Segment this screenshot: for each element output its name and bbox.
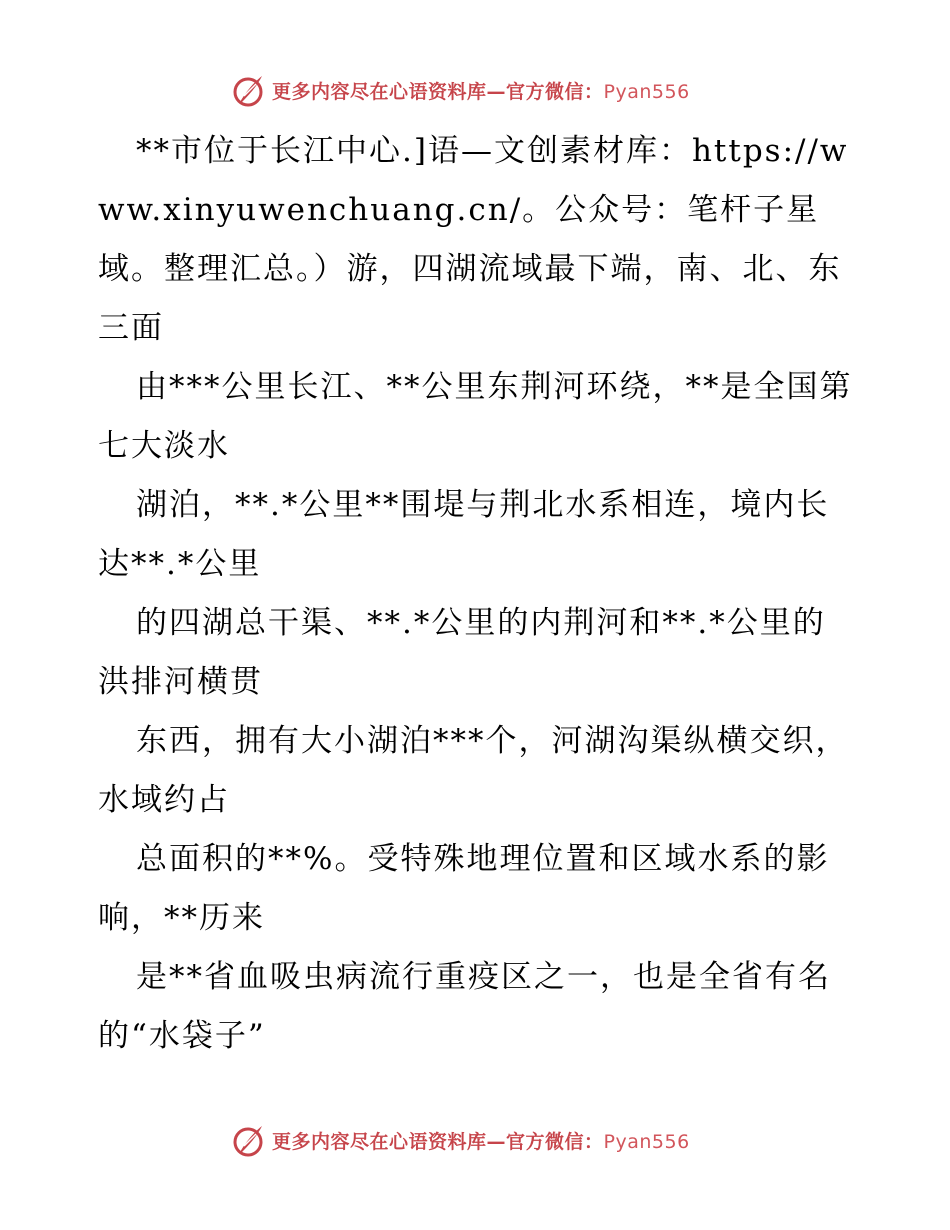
watermark-text: 更多内容尽在心语资料库—官方微信：Pyan556 (272, 1130, 690, 1153)
paragraph-7: 是**省血吸虫病流行重疫区之一，也是全省有名的“水袋子” (98, 959, 831, 1054)
paragraph-5: 东西，拥有大小湖泊***个，河湖沟渠纵横交织，水域约占 (98, 723, 849, 818)
paragraph-4: 的四湖总干渠、**.*公里的内荆河和**.*公里的洪排河横贯 (98, 605, 826, 700)
paragraph-2: 由***公里长江、**公里东荆河环绕，**是全国第七大淡水 (98, 369, 853, 464)
paragraph-1: **市位于长江中心.]语—文创素材库：https://www.xinyuwenchuang.cn/。公众号：笔杆子星域。整理汇总。）游，四湖流域最下端，南、北、东三面 (98, 133, 849, 346)
document-body (98, 122, 858, 1066)
wechat-id: Pyan556 (603, 1130, 690, 1153)
paragraph-3: 湖泊，**.*公里**围堤与荆北水系相连，境内长达**.*公里 (98, 487, 830, 582)
paragraph-6: 总面积的**%。受特殊地理位置和区域水系的影响，**历来 (98, 841, 830, 936)
header-watermark (230, 71, 690, 109)
footer-watermark (230, 1121, 690, 1159)
wechat-id: Pyan556 (603, 80, 690, 103)
quill-logo-icon (230, 1122, 266, 1158)
quill-logo-icon (230, 72, 266, 108)
watermark-text: 更多内容尽在心语资料库—官方微信：Pyan556 (272, 80, 690, 103)
